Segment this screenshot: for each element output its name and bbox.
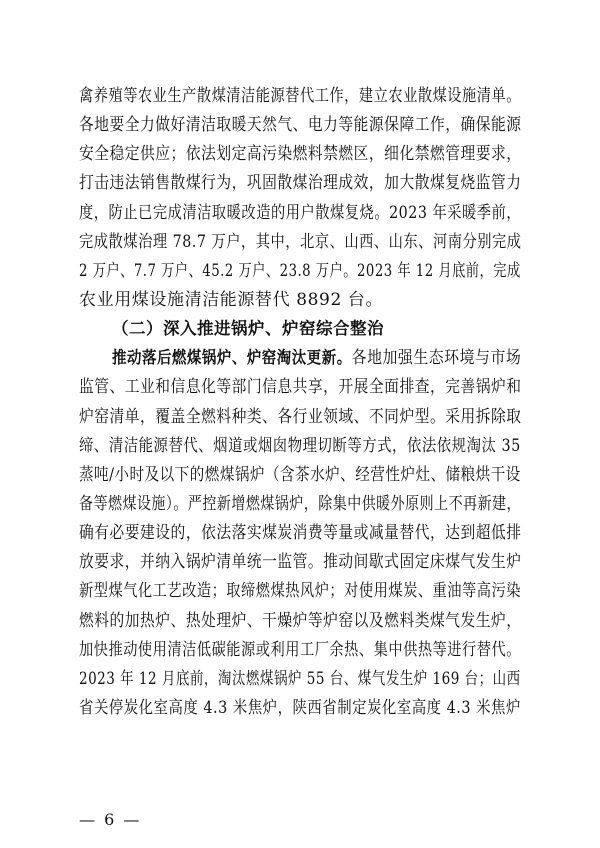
- body-line: 度，防止已完成清洁取暖改造的用户散煤复烧。2023 年采暖季前，: [79, 203, 522, 223]
- paragraph-first-line: [112, 348, 521, 368]
- body-line: 放要求，并纳入锅炉清单统一监管。推动间歇式固定床煤气发生炉: [79, 552, 522, 572]
- body-line: 2 万户、7.7 万户、45.2 万户、23.8 万户。2023 年 12 月底前，完成: [79, 261, 521, 281]
- body-line: 安全稳定供应；依法划定高污染燃料禁燃区，细化禁燃管理要求，: [79, 144, 522, 164]
- body-line: 燃料的加热炉、热处理炉、干燥炉等炉窑以及燃料类煤气发生炉，: [79, 611, 522, 631]
- body-line: 确有必要建设的，依法落实煤炭消费等量或减量替代，达到超低排: [79, 523, 522, 543]
- body-line: 农业用煤设施清洁能源替代 8892 台。: [79, 290, 384, 310]
- body-line: 监管、工业和信息化等部门信息共享，开展全面排查，完善锅炉和: [79, 377, 522, 397]
- body-line: 各地要全力做好清洁取暖天然气、电力等能源保障工作，确保能源: [79, 115, 522, 135]
- body-line: 炉窑清单，覆盖全燃料种类、各行业领域、不同炉型。采用拆除取: [79, 407, 522, 427]
- body-line: 加快推动使用清洁低碳能源或利用工厂余热、集中供热等进行替代。: [79, 640, 521, 660]
- body-line: 禽养殖等农业生产散煤清洁能源替代工作，建立农业散煤设施清单。: [79, 86, 521, 106]
- body-line: 2023 年 12 月底前，淘汰燃煤锅炉 55 台、煤气发生炉 169 台；山西: [79, 669, 521, 689]
- paragraph-lead-bold: 推动落后燃煤锅炉、炉窑淘汰更新。: [112, 348, 352, 367]
- body-line: 打击违法销售散煤行为，巩固散煤治理成效，加大散煤复烧监管力: [79, 173, 522, 193]
- body-line: 完成散煤治理 78.7 万户，其中，北京、山西、山东、河南分别完成: [79, 232, 522, 252]
- body-line: 蒸吨/小时及以下的燃煤锅炉（含茶水炉、经营性炉灶、储粮烘干设: [79, 465, 521, 485]
- page-number: — 6 —: [79, 810, 142, 829]
- paragraph-lead-rest: 各地加强生态环境与市场: [351, 348, 522, 368]
- body-line: 备等燃煤设施）。严控新增燃煤锅炉，除集中供暖外原则上不再新建，: [79, 494, 522, 514]
- section-heading: （二）深入推进锅炉、炉窑综合整治: [112, 319, 384, 338]
- body-line: 新型煤气化工艺改造；取缔燃煤热风炉；对使用煤炭、重油等高污染: [79, 581, 521, 601]
- body-line: 省关停炭化室高度 4.3 米焦炉，陕西省制定炭化室高度 4.3 米焦炉: [79, 698, 521, 718]
- body-line: 缔、清洁能源替代、烟道或烟囱物理切断等方式，依法依规淘汰 35: [79, 436, 521, 456]
